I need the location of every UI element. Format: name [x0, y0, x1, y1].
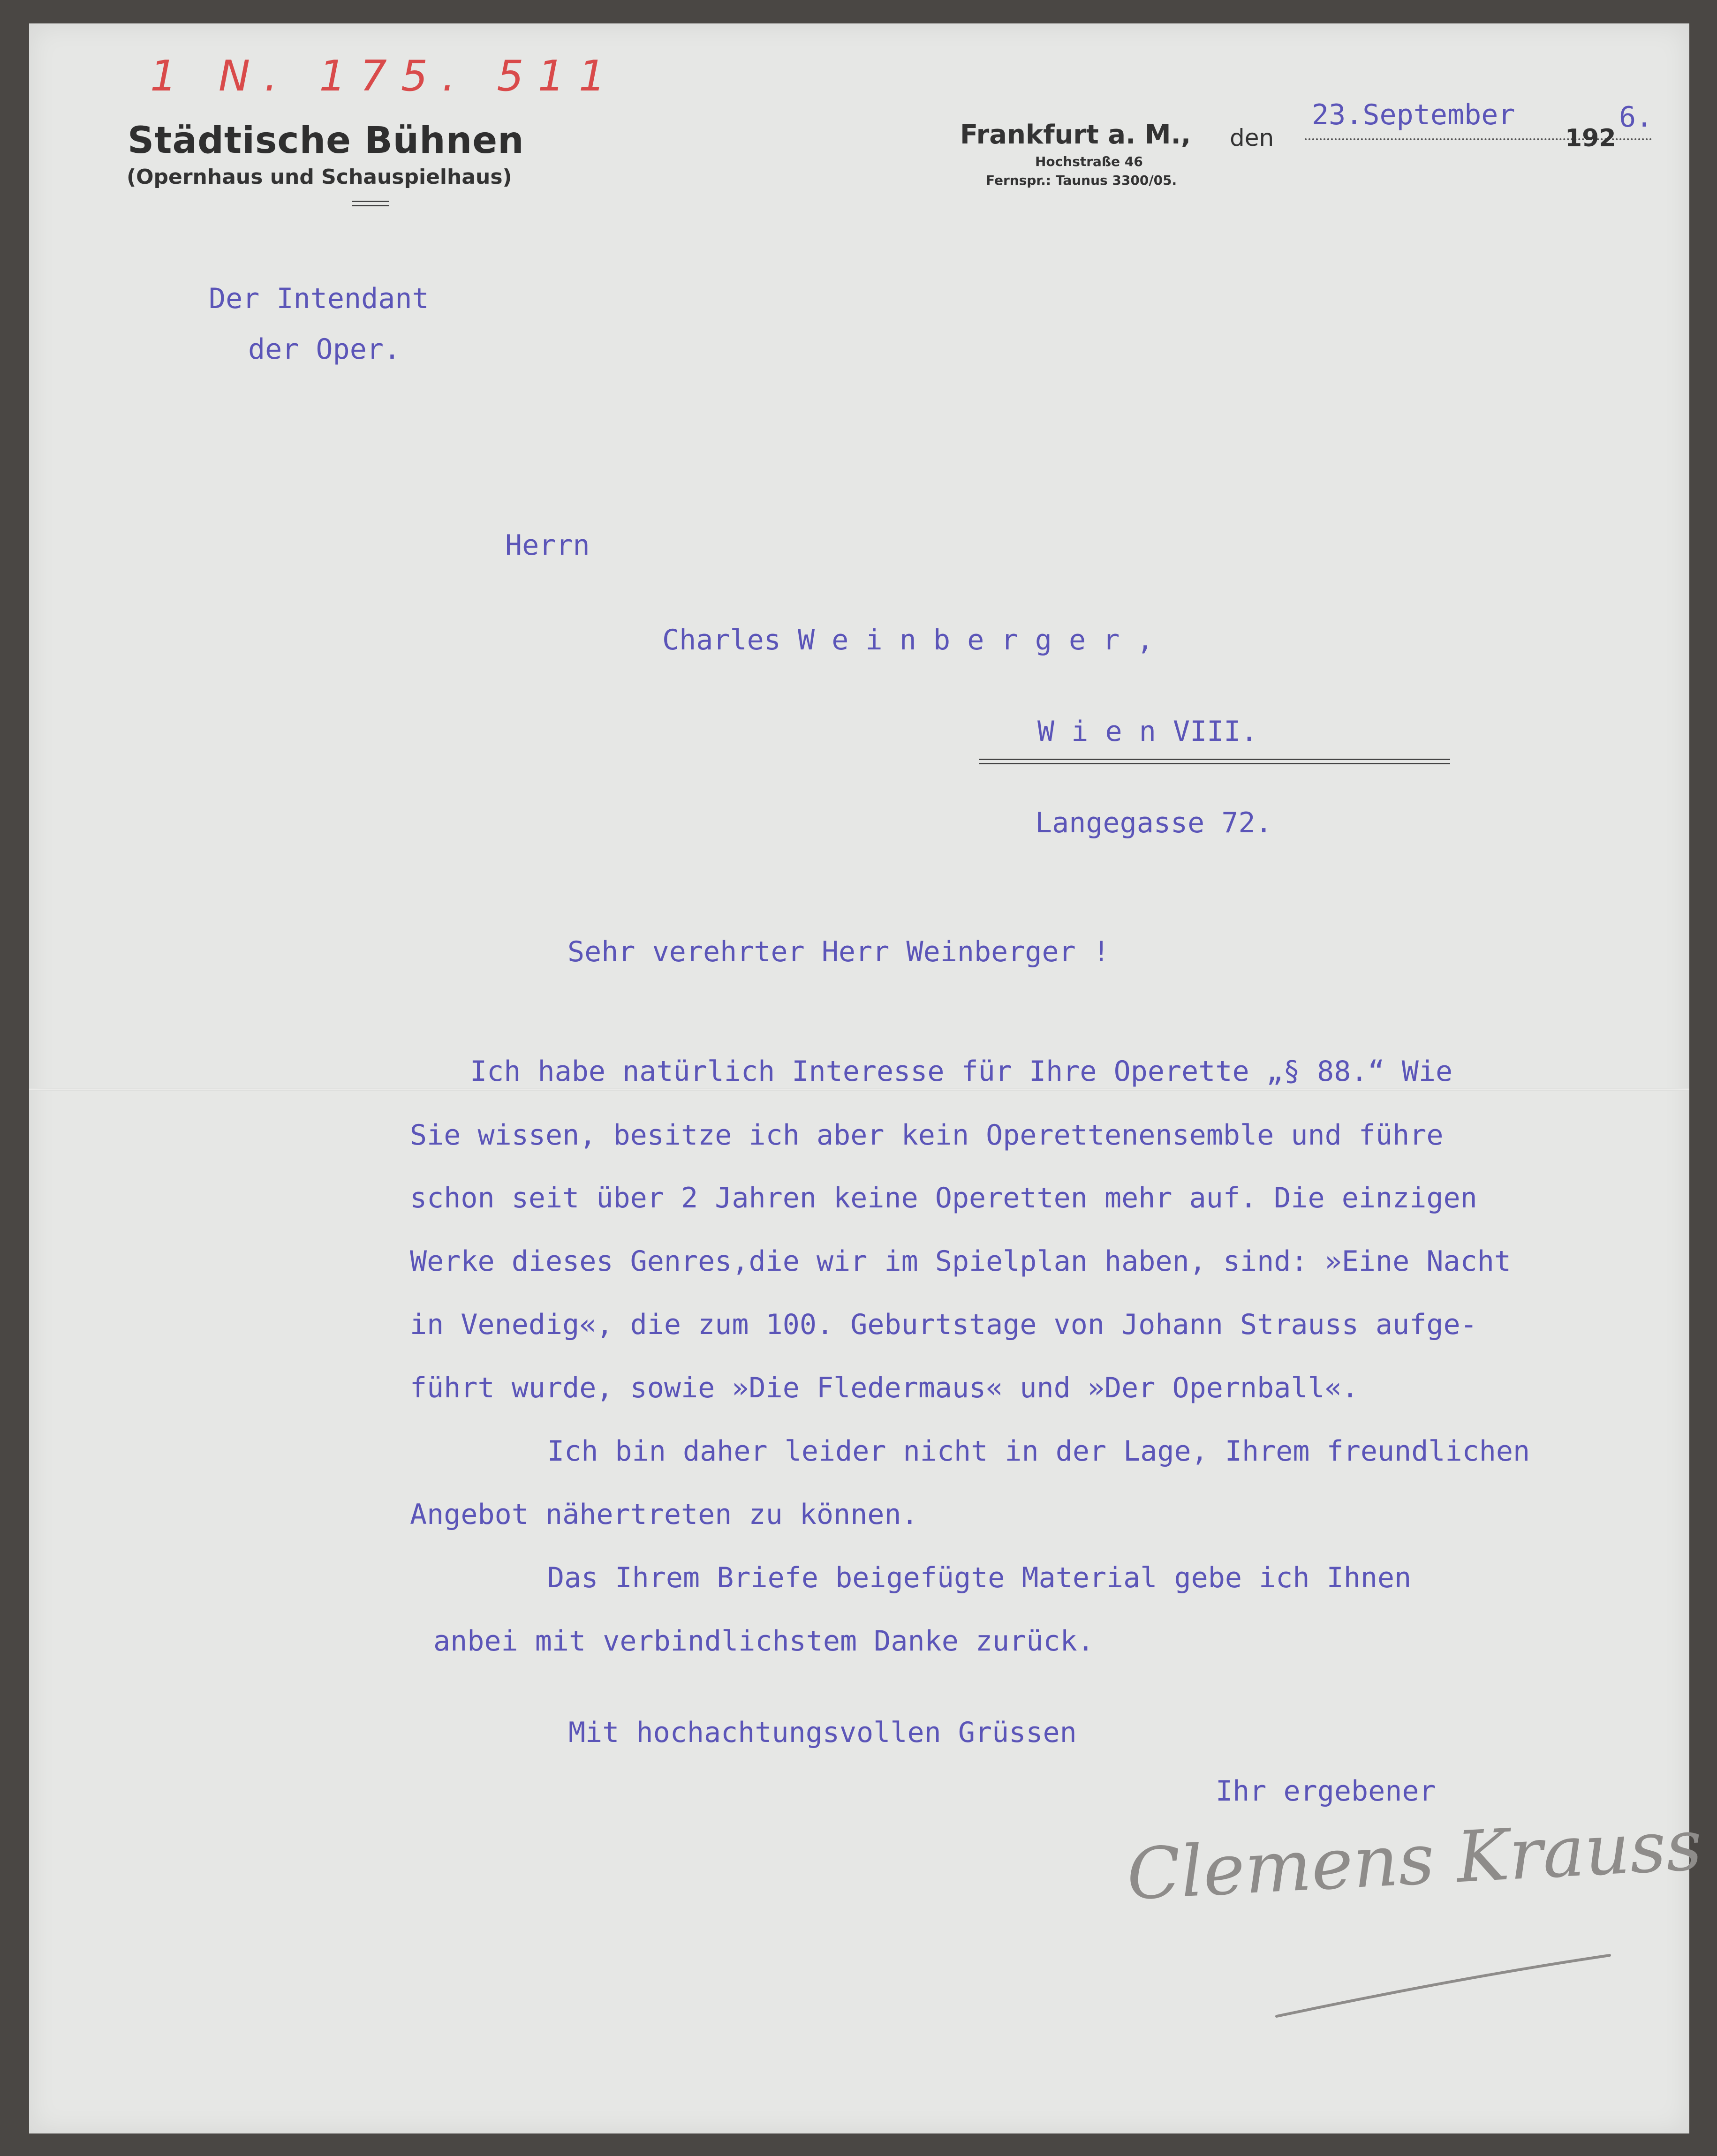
place-label: Frankfurt a. M.,	[960, 120, 1191, 150]
address-line: Hochstraße 46	[1035, 154, 1143, 169]
recipient-city: W i e n VIII.	[1037, 715, 1258, 748]
archive-number: 1 N. 175. 511	[150, 52, 620, 101]
signature-flourish	[1272, 1946, 1619, 2021]
recipient-name: Charles W e i n b e r g e r ,	[662, 624, 1154, 656]
year-prefix: 192	[1565, 124, 1616, 152]
date-prefix: den	[1230, 124, 1274, 151]
body-line: Das Ihrem Briefe beigefügte Material gebe ich Ihnen	[547, 1561, 1412, 1594]
recipient-salutation: Herrn	[505, 529, 590, 562]
sender-line-1: Der Intendant	[209, 282, 429, 315]
body-line: Werke dieses Genres,die wir im Spielplan haben, sind: »Eine Nacht	[410, 1245, 1511, 1278]
recipient-street: Langegasse 72.	[1035, 807, 1272, 839]
paper-fold	[29, 1088, 1689, 1091]
city-underline	[979, 759, 1450, 764]
letterhead-double-rule	[352, 201, 389, 206]
year-suffix: 6.	[1619, 101, 1653, 134]
letterhead-subtitle: (Opernhaus und Schauspielhaus)	[127, 165, 512, 189]
sender-line-2: der Oper.	[248, 333, 401, 366]
greeting: Sehr verehrter Herr Weinberger !	[567, 935, 1110, 968]
date-typed: 23.September	[1312, 98, 1515, 131]
closing-yours: Ihr ergebener	[1216, 1775, 1436, 1808]
phone-line: Fernspr.: Taunus 3300/05.	[986, 173, 1177, 188]
signature: Clemens Krauss	[1125, 1804, 1704, 1916]
body-line: in Venedig«, die zum 100. Geburtstage von Johann Strauss aufge-	[410, 1308, 1477, 1341]
closing: Mit hochachtungsvollen Grüssen	[568, 1716, 1077, 1749]
body-line: schon seit über 2 Jahren keine Operetten mehr auf. Die einzigen	[410, 1182, 1477, 1214]
letter-sheet	[29, 23, 1704, 2133]
body-line: anbei mit verbindlichstem Danke zurück.	[433, 1625, 1094, 1658]
body-line: führt wurde, sowie »Die Fledermaus« und »Der Opernball«.	[410, 1372, 1359, 1404]
body-line: Ich habe natürlich Interesse für Ihre Operette „§ 88.“ Wie	[470, 1055, 1453, 1088]
letterhead-title: Städtische Bühnen	[128, 120, 524, 162]
body-line: Sie wissen, besitze ich aber kein Operettenensemble und führe	[410, 1119, 1444, 1152]
body-line: Angebot nähertreten zu können.	[410, 1498, 918, 1531]
body-line: Ich bin daher leider nicht in der Lage, Ihrem freundlichen	[547, 1435, 1530, 1468]
